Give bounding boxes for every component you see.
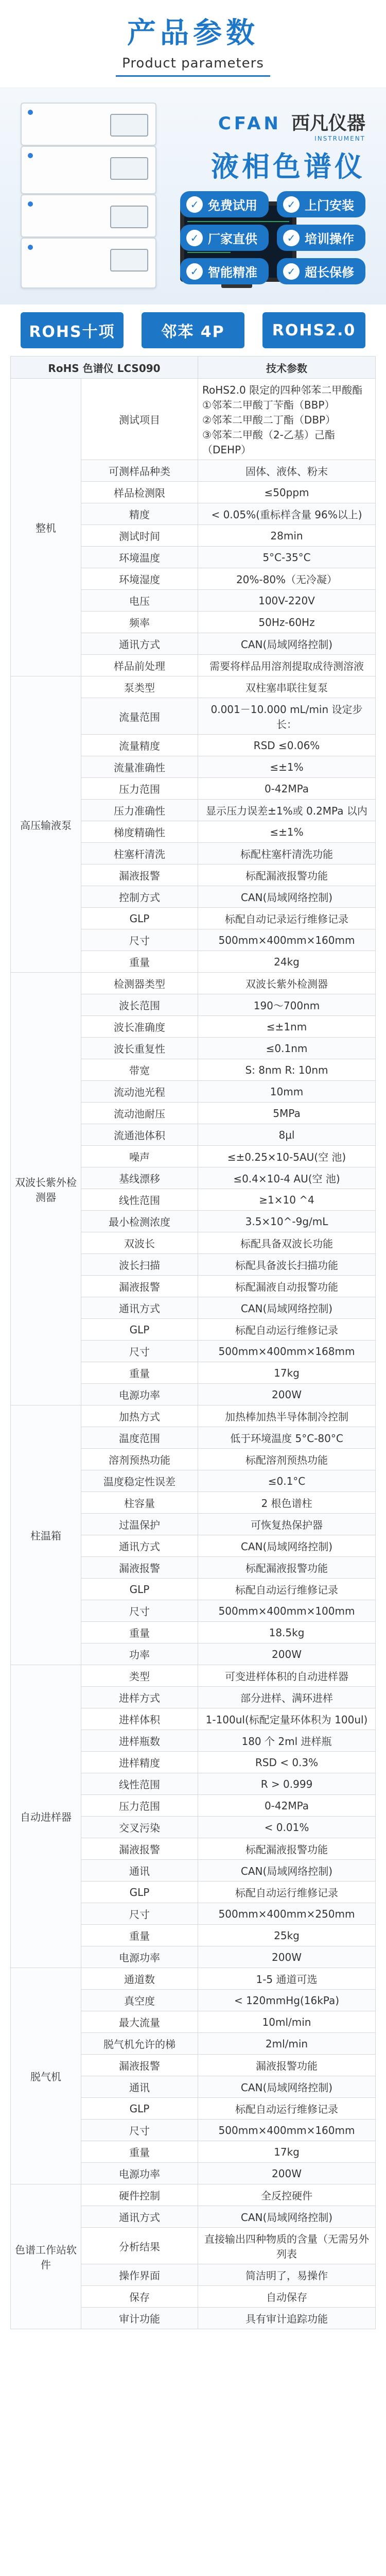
spec-item: 频率 [81, 612, 198, 633]
spec-value: 具有审计追踪功能 [198, 2308, 376, 2329]
spec-item: 流量精度 [81, 735, 198, 756]
spec-item: 温度稳定性误差 [81, 1470, 198, 1492]
brand-logo: CFAN [218, 113, 282, 134]
spec-value: CAN(局域网络控制) [198, 1297, 376, 1319]
spec-item: 通道数 [81, 1968, 198, 1990]
feature-badge [180, 258, 269, 284]
spec-value: 标配漏液报警功能 [198, 1838, 376, 1860]
section-category: 高压输液泵 [11, 676, 81, 973]
spec-value: CAN(局域网络控制) [198, 633, 376, 655]
spec-value: 3.5×10^-9g/mL [198, 1211, 376, 1232]
spec-item: 进样方式 [81, 1687, 198, 1708]
spec-value: 190～700nm [198, 994, 376, 1016]
spec-value: 500mm×400mm×160mm [198, 929, 376, 951]
spec-value: 2ml/min [198, 2033, 376, 2055]
spec-item: 流通池体积 [81, 1124, 198, 1146]
spec-item: 进样瓶数 [81, 1730, 198, 1752]
badge-label: 智能精准 [208, 265, 257, 280]
spec-value: 标配具备双波长功能 [198, 1232, 376, 1254]
spec-value: CAN(局域网络控制) [198, 2206, 376, 2228]
spec-value: 低于环境温度 5°C-80°C [198, 1427, 376, 1449]
section-category: 柱温箱 [11, 1405, 81, 1665]
spec-item: 泵类型 [81, 676, 198, 698]
spec-item: 波长扫描 [81, 1254, 198, 1276]
spec-item: 漏液报警 [81, 1557, 198, 1579]
page-subtitle: Product parameters [122, 56, 264, 71]
status-led [28, 153, 33, 158]
check-icon: ✓ [186, 196, 203, 213]
spec-value: 10ml/min [198, 2011, 376, 2033]
spec-item: 流量范围 [81, 698, 198, 735]
spec-item: 测试项目 [81, 379, 198, 460]
instrument-module [21, 194, 156, 238]
status-led [28, 245, 33, 250]
section-category: 自动进样器 [11, 1665, 81, 1968]
badge-label: 厂家直供 [208, 232, 257, 246]
certification-row [0, 304, 386, 356]
spec-item: GLP [81, 1882, 198, 1903]
feature-badges [180, 191, 365, 284]
brand-block [218, 109, 365, 142]
spec-value: 部分进样、满环进样 [198, 1687, 376, 1708]
spec-item: 压力准确性 [81, 800, 198, 821]
spec-value: 标配柱塞杆清洗功能 [198, 843, 376, 865]
spec-value: ≤0.1°C [198, 1470, 376, 1492]
spec-item: 重量 [81, 951, 198, 973]
spec-value: CAN(局域网络控制) [198, 2076, 376, 2098]
spec-value: 10mm [198, 1081, 376, 1103]
spec-item: 通讯 [81, 1860, 198, 1882]
spec-item: 压力范围 [81, 1795, 198, 1817]
table-row [11, 1665, 376, 1687]
instrument-module [21, 103, 156, 146]
spec-item: 流动池光程 [81, 1081, 198, 1103]
spec-item: 电源功率 [81, 1946, 198, 1968]
spec-item: 重量 [81, 2141, 198, 2163]
title-underline [116, 75, 270, 77]
page-title: 产品参数 [127, 16, 259, 50]
feature-badge [180, 191, 269, 217]
spec-item: 分析结果 [81, 2228, 198, 2264]
table-header-row [11, 357, 376, 379]
spec-value: RSD < 0.3% [198, 1752, 376, 1773]
spec-value: 显示压力误差±1%或 0.2MPa 以内 [198, 800, 376, 821]
spec-item: 波长重复性 [81, 1038, 198, 1059]
spec-item: GLP [81, 1579, 198, 1600]
spec-item: 加热方式 [81, 1405, 198, 1427]
spec-value: S: 8nm R: 10nm [198, 1059, 376, 1081]
feature-badge [277, 258, 365, 284]
spec-value: ≤0.4×10-4 AU(空 池) [198, 1167, 376, 1189]
spec-value: 2 根色谱柱 [198, 1492, 376, 1514]
spec-value: 8μl [198, 1124, 376, 1146]
spec-value [198, 379, 376, 460]
spec-value: 25kg [198, 1925, 376, 1946]
spec-table-body [11, 379, 376, 2329]
section-category: 整机 [11, 379, 81, 676]
spec-item: 重量 [81, 1925, 198, 1946]
spec-item: 审计功能 [81, 2308, 198, 2329]
spec-item: GLP [81, 1319, 198, 1341]
spec-value: 直接输出四种物质的含量（无需另外列表 [198, 2228, 376, 2264]
brand-tagline: INSTRUMENT [314, 135, 365, 142]
spec-value: CAN(局域网络控制) [198, 1535, 376, 1557]
spec-value: 简洁明了，易操作 [198, 2264, 376, 2286]
table-row [11, 2184, 376, 2206]
spec-item: 硬件控制 [81, 2184, 198, 2206]
spec-value: 5°C-35°C [198, 547, 376, 568]
spec-item: 双波长 [81, 1232, 198, 1254]
spec-value: 200W [198, 2163, 376, 2184]
spec-value: 5MPa [198, 1103, 376, 1124]
spec-item: 梯度精确性 [81, 821, 198, 843]
spec-value: 标配漏液报警功能 [198, 1557, 376, 1579]
spec-value: 漏液报警功能 [198, 2055, 376, 2076]
spec-item: 波长准确度 [81, 1016, 198, 1038]
spec-value: 200W [198, 1946, 376, 1968]
status-led [28, 110, 33, 115]
section-category: 脱气机 [11, 1968, 81, 2184]
table-row [11, 379, 376, 460]
spec-value: 500mm×400mm×160mm [198, 2120, 376, 2141]
spec-item: 柱容量 [81, 1492, 198, 1514]
check-icon: ✓ [283, 263, 300, 280]
spec-value: 0-42MPa [198, 778, 376, 800]
spec-value: 500mm×400mm×100mm [198, 1600, 376, 1622]
check-icon: ✓ [283, 196, 300, 213]
brand-name-cn: 西凡仪器 [291, 113, 365, 134]
spec-value: 固体、液体、粉末 [198, 460, 376, 482]
feature-badge [180, 225, 269, 251]
spec-value: 17kg [198, 1362, 376, 1384]
feature-badge [277, 225, 365, 251]
spec-item: 漏液报警 [81, 2055, 198, 2076]
spec-value: 双柱塞串联往复泵 [198, 676, 376, 698]
spec-value: 加热棒加热半导体制冷控制 [198, 1405, 376, 1427]
spec-item: 尺寸 [81, 1341, 198, 1362]
spec-item: 尺寸 [81, 1600, 198, 1622]
spec-item: 进样精度 [81, 1752, 198, 1773]
spec-value: 标配漏液自动报警功能 [198, 1276, 376, 1297]
table-row [11, 1968, 376, 1990]
spec-value: < 0.05%(重标样含量 96%以上) [198, 503, 376, 525]
spec-value: 50Hz-60Hz [198, 612, 376, 633]
spec-value: 28min [198, 525, 376, 547]
table-header-model: RoHS 色谱仪 LCS090 [11, 357, 198, 379]
spec-value: 500mm×400mm×250mm [198, 1903, 376, 1925]
spec-item: 波长范围 [81, 994, 198, 1016]
table-row [11, 1405, 376, 1427]
spec-value: 180 个 2ml 进样瓶 [198, 1730, 376, 1752]
spec-value: R > 0.999 [198, 1773, 376, 1795]
table-row [11, 676, 376, 698]
product-name: 液相色谱仪 [211, 150, 365, 183]
spec-item: 过温保护 [81, 1514, 198, 1535]
feature-badge [277, 191, 365, 217]
spec-item: 进样体积 [81, 1708, 198, 1730]
spec-value: < 0.01% [198, 1817, 376, 1838]
spec-item: 功率 [81, 1643, 198, 1665]
spec-value: 全反控硬件 [198, 2184, 376, 2206]
spec-item: 基线漂移 [81, 1167, 198, 1189]
spec-item: 真空度 [81, 1990, 198, 2011]
module-window [110, 114, 148, 137]
spec-value: CAN(局域网络控制) [198, 1860, 376, 1882]
module-window [110, 157, 148, 180]
check-icon: ✓ [283, 230, 300, 246]
spec-item: 通讯方式 [81, 633, 198, 655]
product-banner [0, 88, 386, 304]
spec-value: 标配自动运行维修记录 [198, 2098, 376, 2120]
spec-line: ①邻苯二甲酸丁苄酯（BBP） [202, 399, 335, 411]
spec-item: 溶剂预热功能 [81, 1449, 198, 1470]
table-row [11, 973, 376, 994]
page-header [0, 0, 386, 88]
spec-item: 检测器类型 [81, 973, 198, 994]
check-icon: ✓ [186, 230, 203, 246]
spec-item: 漏液报警 [81, 1838, 198, 1860]
module-window [110, 206, 148, 228]
spec-value: 标配自动运行维修记录 [198, 1579, 376, 1600]
spec-item: 压力范围 [81, 778, 198, 800]
badge-label: 培训操作 [305, 232, 354, 246]
spec-value: 可变进样体积的自动进样器 [198, 1665, 376, 1687]
spec-item: GLP [81, 2098, 198, 2120]
spec-item: 通讯方式 [81, 1535, 198, 1557]
instrument-module [21, 146, 156, 194]
spec-item: 操作界面 [81, 2264, 198, 2286]
spec-item: 脱气机允许的梯 [81, 2033, 198, 2055]
spec-item: 通讯方式 [81, 2206, 198, 2228]
spec-item: 流量准确性 [81, 756, 198, 778]
spec-value: 17kg [198, 2141, 376, 2163]
spec-value: 标配自动记录运行维修记录 [198, 908, 376, 929]
spec-value: 200W [198, 1384, 376, 1405]
spec-item: 重量 [81, 1362, 198, 1384]
spec-value: 自动保存 [198, 2286, 376, 2308]
spec-item: 测试时间 [81, 525, 198, 547]
spec-item: 样品前处理 [81, 655, 198, 676]
module-window [110, 249, 148, 272]
spec-item: 线性范围 [81, 1189, 198, 1211]
spec-item: 重量 [81, 1622, 198, 1643]
spec-item: 环境湿度 [81, 568, 198, 590]
spec-item: 电压 [81, 590, 198, 612]
spec-value: 标配具备波长扫描功能 [198, 1254, 376, 1276]
spec-value: 双波长紫外检测器 [198, 973, 376, 994]
instrument-module [21, 238, 156, 289]
spec-value: 18.5kg [198, 1622, 376, 1643]
spec-item: 尺寸 [81, 929, 198, 951]
badge-label: 上门安装 [305, 198, 354, 213]
spec-item: 柱塞杆清洗 [81, 843, 198, 865]
spec-value: 200W [198, 1643, 376, 1665]
spec-value: ≤0.1nm [198, 1038, 376, 1059]
check-icon: ✓ [186, 263, 203, 280]
spec-item: 线性范围 [81, 1773, 198, 1795]
spec-value: CAN(局域网络控制) [198, 886, 376, 908]
spec-value: RSD ≤0.06% [198, 735, 376, 756]
spec-item: 电源功率 [81, 2163, 198, 2184]
spec-item: 流动池耐压 [81, 1103, 198, 1124]
cert-badge: ROHS十项 [21, 312, 124, 348]
spec-line: ③邻苯二甲酸（2-乙基）己酯 [202, 429, 335, 441]
spec-value: 1-100ul(标配定量环体积为 100ul) [198, 1708, 376, 1730]
spec-item: 最大流量 [81, 2011, 198, 2033]
spec-item: 精度 [81, 503, 198, 525]
cert-badge: 邻苯 4P [142, 312, 244, 348]
spec-value: 100V-220V [198, 590, 376, 612]
instrument-illustration [21, 103, 175, 288]
spec-item: 温度范围 [81, 1427, 198, 1449]
spec-value: 20%-80%（无冷凝） [198, 568, 376, 590]
spec-item: 控制方式 [81, 886, 198, 908]
section-category: 色谱工作站软件 [11, 2184, 81, 2329]
spec-value: 可恢复热保护器 [198, 1514, 376, 1535]
spec-item: 最小检测浓度 [81, 1211, 198, 1232]
spec-value: ≤50ppm [198, 482, 376, 503]
spec-item: 尺寸 [81, 1903, 198, 1925]
spec-value: < 120mmHg(16kPa) [198, 1990, 376, 2011]
spec-item: 交叉污染 [81, 1817, 198, 1838]
spec-item: 环境温度 [81, 547, 198, 568]
spec-table-wrapper [10, 356, 376, 2329]
spec-item: 带宽 [81, 1059, 198, 1081]
spec-value: 需要将样品用溶剂提取成待测溶液 [198, 655, 376, 676]
spec-value: 标配溶剂预热功能 [198, 1449, 376, 1470]
spec-value: ≤±0.25×10-5AU(空 池) [198, 1146, 376, 1167]
spec-item: 通讯 [81, 2076, 198, 2098]
spec-value: 标配自动运行维修记录 [198, 1319, 376, 1341]
spec-line: RoHS2.0 限定的四种邻苯二甲酸酯 [202, 384, 363, 396]
spec-value: 500mm×400mm×168mm [198, 1341, 376, 1362]
spec-item: 尺寸 [81, 2120, 198, 2141]
spec-item: 漏液报警 [81, 1276, 198, 1297]
status-led [28, 201, 33, 207]
spec-item: 样品检测限 [81, 482, 198, 503]
badge-label: 超长保修 [305, 265, 354, 280]
spec-value: 0.001－10.000 mL/min 设定步长： [198, 698, 376, 735]
badge-label: 免费试用 [208, 198, 257, 213]
spec-item: 漏液报警 [81, 865, 198, 886]
spec-value: 1-5 通道可选 [198, 1968, 376, 1990]
spec-item: 通讯方式 [81, 1297, 198, 1319]
spec-value: 24kg [198, 951, 376, 973]
spec-item: 噪声 [81, 1146, 198, 1167]
spec-item: 电源功率 [81, 1384, 198, 1405]
spec-table [10, 356, 376, 2329]
spec-value: ≥1×10 ^4 [198, 1189, 376, 1211]
spec-item: 可测样品种类 [81, 460, 198, 482]
spec-value: ≤±1% [198, 756, 376, 778]
cert-badge: ROHS2.0 [262, 312, 365, 348]
table-header-spec: 技术参数 [198, 357, 376, 379]
spec-value: ≤±1% [198, 821, 376, 843]
spec-item: 类型 [81, 1665, 198, 1687]
spec-item: GLP [81, 908, 198, 929]
spec-value: 0-42MPa [198, 1795, 376, 1817]
spec-value: 标配自动运行维修记录 [198, 1882, 376, 1903]
spec-line: ②邻苯二甲酸二丁酯（DBP） [202, 414, 336, 426]
spec-line: （DEHP） [202, 444, 252, 456]
section-category: 双波长紫外检测器 [11, 973, 81, 1405]
spec-item: 保存 [81, 2286, 198, 2308]
spec-value: 标配漏液报警功能 [198, 865, 376, 886]
spec-value: ≤±1nm [198, 1016, 376, 1038]
